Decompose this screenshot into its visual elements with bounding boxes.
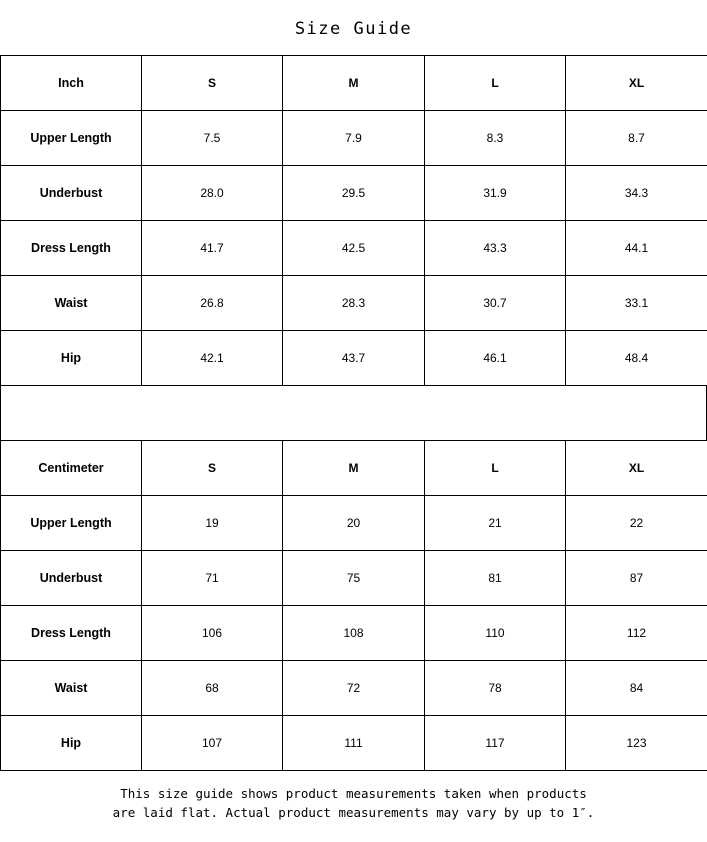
row-label: Upper Length (1, 111, 142, 166)
table-row (1, 276, 707, 331)
cell-value: 87 (566, 551, 707, 606)
cell-value: 78 (425, 661, 566, 716)
size-header-xl: XL (566, 56, 707, 111)
cell-value: 75 (283, 551, 425, 606)
table-row (1, 551, 707, 606)
cell-value: 72 (283, 661, 425, 716)
row-label: Waist (1, 276, 142, 331)
table-row (1, 166, 707, 221)
cell-value: 48.4 (566, 331, 707, 386)
cell-value: 22 (566, 496, 707, 551)
footer-line-2: are laid flat. Actual product measurements may vary by up to 1″. (112, 805, 595, 821)
page-title: Size Guide (294, 19, 413, 39)
cell-value: 7.5 (142, 111, 283, 166)
cell-value: 71 (142, 551, 283, 606)
cell-value: 8.3 (425, 111, 566, 166)
row-label: Waist (1, 661, 142, 716)
row-label: Dress Length (1, 606, 142, 661)
cell-value: 44.1 (566, 221, 707, 276)
cell-value: 31.9 (425, 166, 566, 221)
table-row (1, 606, 707, 661)
row-label: Hip (1, 331, 142, 386)
cell-value: 8.7 (566, 111, 707, 166)
table-header-row (1, 441, 707, 496)
cell-value: 30.7 (425, 276, 566, 331)
size-header-m: M (283, 441, 425, 496)
footer-note (0, 771, 707, 823)
cell-value: 19 (142, 496, 283, 551)
cell-value: 20 (283, 496, 425, 551)
cell-value: 7.9 (283, 111, 425, 166)
cell-value: 42.5 (283, 221, 425, 276)
table-row (1, 496, 707, 551)
unit-header-inch: Inch (1, 56, 142, 111)
cell-value: 81 (425, 551, 566, 606)
row-label: Underbust (1, 166, 142, 221)
table-row (1, 221, 707, 276)
cell-value: 112 (566, 606, 707, 661)
cell-value: 41.7 (142, 221, 283, 276)
cell-value: 84 (566, 661, 707, 716)
cell-value: 33.1 (566, 276, 707, 331)
table-row (1, 661, 707, 716)
cell-value: 29.5 (283, 166, 425, 221)
cell-value: 117 (425, 716, 566, 771)
cell-value: 68 (142, 661, 283, 716)
size-header-l: L (425, 441, 566, 496)
row-label: Hip (1, 716, 142, 771)
cell-value: 46.1 (425, 331, 566, 386)
table-row (1, 111, 707, 166)
size-header-s: S (142, 441, 283, 496)
cell-value: 28.3 (283, 276, 425, 331)
cell-value: 107 (142, 716, 283, 771)
row-label: Underbust (1, 551, 142, 606)
cell-value: 111 (283, 716, 425, 771)
size-header-m: M (283, 56, 425, 111)
table-row (1, 331, 707, 386)
size-header-l: L (425, 56, 566, 111)
unit-header-centimeter: Centimeter (1, 441, 142, 496)
cell-value: 108 (283, 606, 425, 661)
cell-value: 106 (142, 606, 283, 661)
cell-value: 42.1 (142, 331, 283, 386)
cell-value: 28.0 (142, 166, 283, 221)
cell-value: 43.7 (283, 331, 425, 386)
cell-value: 110 (425, 606, 566, 661)
cell-value: 26.8 (142, 276, 283, 331)
inch-size-table (0, 55, 707, 386)
cell-value: 21 (425, 496, 566, 551)
cell-value: 123 (566, 716, 707, 771)
cell-value: 34.3 (566, 166, 707, 221)
size-header-xl: XL (566, 441, 707, 496)
size-header-s: S (142, 56, 283, 111)
row-label: Dress Length (1, 221, 142, 276)
row-label: Upper Length (1, 496, 142, 551)
centimeter-size-table (0, 440, 707, 771)
table-separator (0, 386, 707, 440)
cell-value: 43.3 (425, 221, 566, 276)
table-header-row (1, 56, 707, 111)
table-row (1, 716, 707, 771)
footer-line-1: This size guide shows product measurements taken when products (120, 786, 587, 801)
